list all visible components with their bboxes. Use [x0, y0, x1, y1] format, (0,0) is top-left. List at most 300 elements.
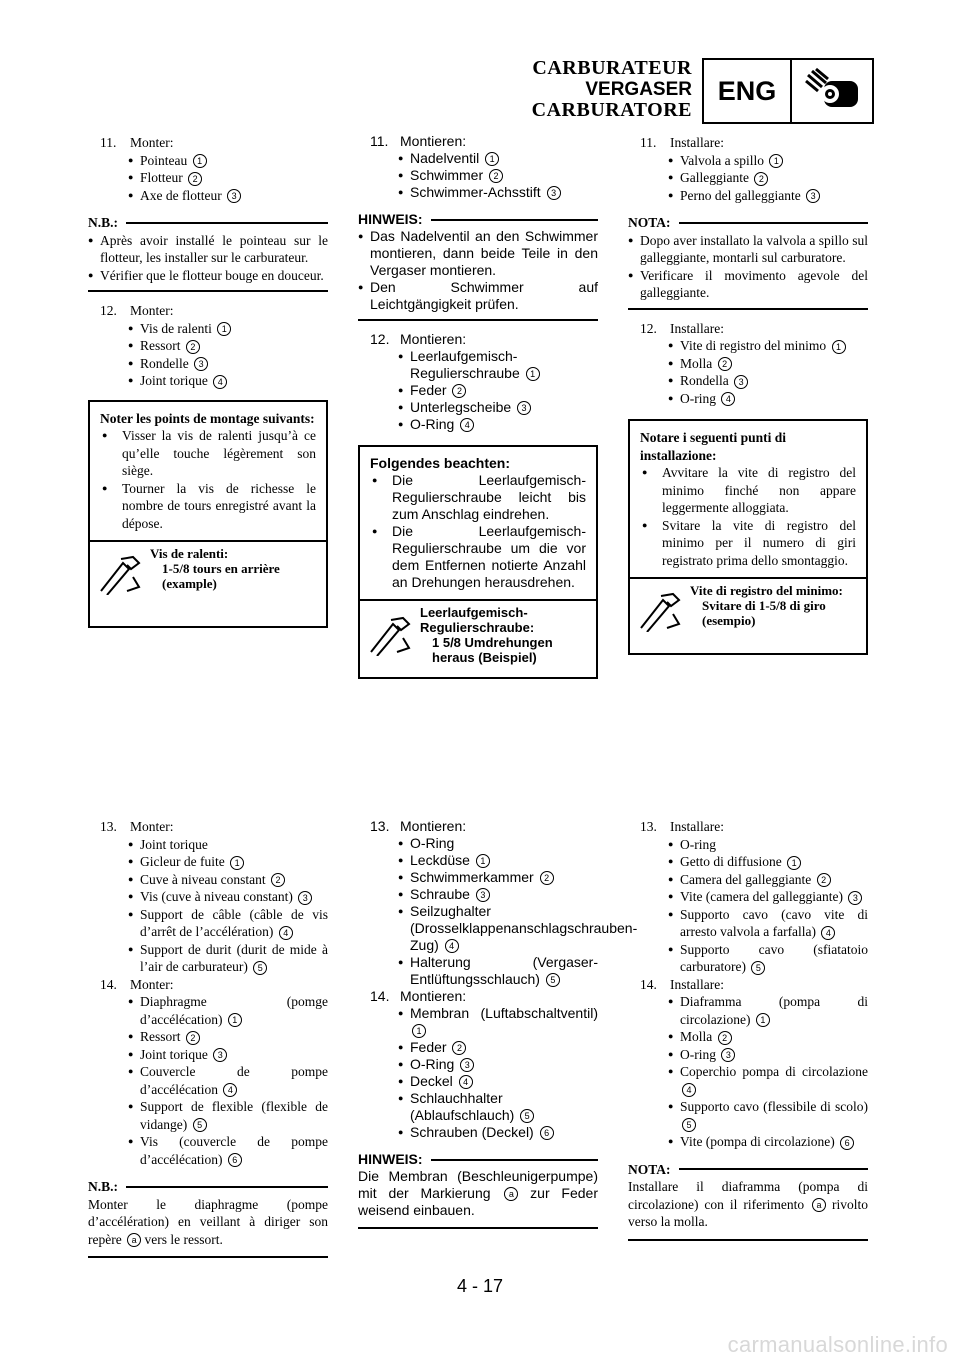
spec-value: 1-5/8 tours en arrière (example) — [162, 561, 280, 591]
part-name: Support de durit (durit de mide à l’air de carburateur) — [140, 941, 328, 974]
part-ref-number: 3 — [227, 189, 241, 203]
part-name: Seilzughalter (Drosselklappenanschlagschrauben-Zug) — [410, 903, 638, 953]
wrench-spec-icon — [360, 601, 420, 671]
part-name: Joint torique — [140, 836, 208, 852]
part-item — [668, 993, 868, 1028]
part-name: Galleggiante — [680, 170, 749, 185]
part-name: Molla — [680, 355, 713, 371]
assembly-notes-box — [358, 445, 598, 679]
part-ref-number: 2 — [754, 172, 768, 186]
spec-value: 1 5/8 Umdrehungen heraus (Beispiel) — [432, 635, 553, 665]
parts-list — [88, 836, 328, 976]
part-name: Nadelventil — [410, 150, 480, 166]
part-item — [128, 169, 328, 187]
step-11 — [640, 134, 868, 152]
step-label: Monter: — [130, 819, 174, 834]
part-ref-number: 2 — [718, 357, 732, 371]
badge-label: ENG — [704, 60, 792, 122]
part-name: Leerlaufgemisch-Regulierschraube — [410, 348, 520, 381]
step-11 — [370, 133, 598, 150]
part-ref-number: 4 — [213, 375, 227, 389]
part-item — [128, 836, 328, 854]
part-name: Rondelle — [140, 355, 189, 371]
part-name: Schrauben (Deckel) — [410, 1124, 534, 1140]
parts-list — [88, 152, 328, 205]
spec-row — [90, 540, 326, 608]
part-item — [128, 1046, 328, 1064]
part-item — [398, 1090, 598, 1124]
part-item — [128, 993, 328, 1028]
part-ref-number: 3 — [806, 189, 820, 203]
note-header — [358, 1151, 598, 1168]
bullet-item: ● Svitare la vite di registro del minimo per il numero di giri registrato prima dello smontaggio. — [640, 517, 856, 570]
part-name: Joint torique — [140, 373, 208, 388]
part-item — [668, 152, 868, 170]
part-ref-number: 4 — [682, 1083, 696, 1097]
part-item — [398, 167, 598, 184]
assembly-notes-box — [628, 419, 868, 655]
part-item — [128, 906, 328, 941]
step-number: 11. — [100, 135, 117, 150]
part-ref-number: 1 — [526, 367, 540, 381]
step-label: Monter: — [130, 135, 174, 150]
part-ref-number: 1 — [485, 152, 499, 166]
mark-a-symbol: a — [127, 1233, 141, 1247]
bullet-item: ● Das Nadelventil an den Schwimmer montieren, dann beide Teile in den Vergaser montieren. — [358, 228, 598, 279]
part-ref-number: 3 — [547, 186, 561, 200]
part-ref-number: 1 — [832, 340, 846, 354]
part-ref-number: 1 — [228, 1013, 242, 1027]
step-12 — [640, 320, 868, 338]
part-item — [398, 1124, 598, 1141]
part-ref-number: 2 — [718, 1031, 732, 1045]
part-name: Supporto cavo (flessibile di scolo) — [680, 1099, 868, 1114]
spec-label: Leerlaufgemisch-Regulierschraube: — [420, 605, 535, 635]
spec-text — [150, 542, 326, 608]
part-ref-number: 2 — [186, 1031, 200, 1045]
parts-list — [628, 337, 868, 407]
title-de: VERGASER — [585, 79, 692, 100]
part-name: Schraube — [410, 886, 470, 902]
part-ref-number: 2 — [489, 169, 503, 183]
box-heading: Folgendes beachten: — [370, 455, 511, 471]
part-item — [128, 152, 328, 170]
part-item — [128, 320, 328, 338]
engine-tool-icon — [792, 60, 872, 122]
parts-list — [358, 835, 638, 988]
part-ref-number: 6 — [228, 1153, 242, 1167]
part-item — [128, 1133, 328, 1168]
note-text-end: zur Feder weisend einbauen. — [358, 1185, 599, 1218]
step-14 — [100, 976, 328, 994]
part-item — [128, 888, 328, 906]
note-text-end: vers le ressort. — [144, 1231, 223, 1247]
part-name: Halterung (Vergaser-Entlüftungsschlauch) — [410, 954, 598, 987]
part-ref-number: 2 — [540, 871, 554, 885]
part-name: Cuve à niveau constant — [140, 871, 266, 887]
part-ref-number: 4 — [459, 1075, 473, 1089]
part-name: Couvercle de pompe d’accélécation — [140, 1064, 328, 1097]
part-item — [128, 1098, 328, 1133]
part-item — [398, 348, 598, 382]
part-ref-number: 2 — [452, 384, 466, 398]
part-name: Supporto cavo (cavo vite di arresto valvola a farfalla) — [680, 906, 868, 939]
note-header — [628, 1161, 868, 1179]
part-item — [398, 886, 598, 903]
note-label: N.B.: — [88, 1179, 118, 1194]
part-item — [398, 835, 598, 852]
step-11 — [100, 134, 328, 152]
part-item — [398, 150, 598, 167]
box-body — [360, 447, 596, 599]
part-ref-number: 3 — [517, 401, 531, 415]
part-item — [128, 871, 328, 889]
part-item — [128, 853, 328, 871]
part-ref-number: 3 — [213, 1048, 227, 1062]
part-name: Feder — [410, 1039, 447, 1055]
part-item — [398, 1005, 598, 1039]
column-german — [358, 133, 598, 679]
part-name: Valvola a spillo — [680, 152, 764, 168]
step-number: 14. — [640, 976, 657, 992]
step-label: Monter: — [130, 303, 174, 318]
wrench-spec-icon — [90, 542, 150, 608]
part-item — [668, 853, 868, 871]
step-14 — [370, 988, 598, 1005]
note-text: Installare il diaframma (pompa di circolazione) con il riferimento — [628, 1179, 868, 1212]
part-ref-number: 2 — [817, 873, 831, 887]
bullet-item: ● Vérifier que le flotteur bouge en douceur. — [88, 267, 328, 285]
part-name: O-Ring — [410, 835, 455, 851]
part-name: Support de câble (câble de vis d’arrêt de l’accélération) — [140, 906, 328, 939]
column-french — [88, 134, 328, 628]
part-item — [668, 372, 868, 390]
chapter-title — [532, 58, 692, 121]
assembly-notes-box — [88, 400, 328, 628]
column-german-lower — [358, 818, 638, 1229]
box-body — [630, 421, 866, 577]
step-number: 14. — [100, 976, 117, 992]
note-list — [358, 228, 598, 313]
part-name: Supporto cavo (sfiatatoio carburatore) — [680, 941, 868, 974]
title-it: CARBURATORE — [531, 99, 692, 121]
watermark-url: carmanualsonline.info — [727, 1332, 948, 1357]
step-number: 11. — [640, 135, 657, 150]
step-number: 13. — [640, 819, 657, 834]
part-name: Feder — [410, 382, 447, 398]
part-name: Vis (cuve à niveau constant) — [140, 889, 293, 904]
part-name: Pointeau — [140, 152, 188, 168]
note-text: Die Membran (Beschleunigerpumpe) mit der Markierung — [358, 1168, 598, 1201]
note-header — [628, 214, 868, 232]
step-number: 11. — [370, 133, 389, 149]
part-ref-number: 5 — [253, 961, 267, 975]
part-item — [398, 903, 638, 954]
part-ref-number: 4 — [223, 1083, 237, 1097]
part-ref-number: 1 — [769, 154, 783, 168]
part-ref-number: 1 — [756, 1013, 770, 1027]
part-name: Getto di diffusione — [680, 854, 782, 869]
step-label: Montieren: — [400, 133, 467, 149]
part-ref-number: 1 — [476, 854, 490, 868]
part-ref-number: 4 — [445, 939, 459, 953]
part-item — [668, 355, 868, 373]
part-name: Perno del galleggiante — [680, 187, 801, 203]
part-name: Vis (couvercle de pompe d’accélécation) — [140, 1134, 328, 1167]
bullet-item: ● Dopo aver installato la valvola a spillo sul galleggiante, montarli sul carburatore. — [628, 232, 868, 267]
note-header — [88, 1178, 328, 1196]
step-13 — [100, 818, 328, 836]
part-item — [668, 941, 868, 976]
part-ref-number: 6 — [540, 1126, 554, 1140]
chapter-badge — [702, 58, 874, 124]
part-name: Diaphragme (pomge d’accélécation) — [140, 994, 328, 1027]
part-name: Membran (Luftabschaltventil) — [410, 1005, 598, 1021]
bullet-item: ● Den Schwimmer auf Leichtgängigkeit prüfen. — [358, 279, 598, 313]
part-name: Vis de ralenti — [140, 320, 212, 336]
bullet-item: ● Verificare il movimento agevole del galleggiante. — [628, 267, 868, 302]
mark-a-symbol: a — [504, 1187, 518, 1201]
bullet-item: ● Die Leerlaufgemisch-Regulierschraube um die vor dem Entfernen notierte Anzahl an Drehungen herausdrehen. — [370, 523, 586, 591]
part-ref-number: 3 — [460, 1058, 474, 1072]
step-13 — [640, 818, 868, 836]
spec-text — [690, 579, 866, 645]
part-ref-number: 3 — [476, 888, 490, 902]
spec-text — [420, 601, 596, 671]
part-ref-number: 5 — [520, 1109, 534, 1123]
part-ref-number: 4 — [460, 418, 474, 432]
page-number: 4 - 17 — [456, 1276, 504, 1296]
part-ref-number: 1 — [230, 856, 244, 870]
part-item — [398, 1073, 598, 1090]
note-paragraph — [358, 1168, 598, 1219]
step-number: 12. — [370, 331, 390, 347]
part-item — [128, 941, 328, 976]
part-item — [398, 1039, 598, 1056]
part-name: Schlauchhalter (Ablaufschlauch) — [410, 1090, 515, 1123]
part-name: Leckdüse — [410, 852, 470, 868]
part-item — [398, 399, 598, 416]
bullet-item: ● Tourner la vis de richesse le nombre de tours enregistré avant la dépose. — [100, 480, 316, 533]
part-name: Coperchio pompa di circolazione — [680, 1064, 868, 1079]
note-list — [628, 232, 868, 302]
note-label: HINWEIS: — [358, 211, 423, 227]
wrench-spec-icon — [630, 579, 690, 645]
part-item — [128, 337, 328, 355]
part-ref-number: 1 — [193, 154, 207, 168]
spec-label: Vite di registro del minimo: — [690, 583, 843, 598]
part-ref-number: 1 — [787, 856, 801, 870]
step-label: Montieren: — [400, 331, 467, 347]
spec-row — [630, 577, 866, 645]
part-name: Camera del galleggiante — [680, 871, 812, 887]
parts-list — [358, 150, 598, 201]
parts-list — [358, 348, 598, 433]
step-number: 12. — [100, 303, 117, 318]
note-text-end: rivolto verso la molla. — [628, 1196, 869, 1229]
box-list — [640, 464, 856, 569]
part-ref-number: 3 — [721, 1048, 735, 1062]
part-ref-number: 1 — [217, 322, 231, 336]
part-item — [128, 355, 328, 373]
part-item — [668, 187, 868, 205]
step-12 — [100, 302, 328, 320]
note-label: NOTA: — [628, 1161, 671, 1177]
part-ref-number: 2 — [186, 340, 200, 354]
part-name: Deckel — [410, 1073, 453, 1089]
note-header — [88, 214, 328, 232]
part-name: O-ring — [680, 390, 716, 406]
note-paragraph — [88, 1196, 328, 1249]
part-name: Flotteur — [140, 170, 183, 185]
part-item — [128, 1028, 328, 1046]
part-ref-number: 2 — [271, 873, 285, 887]
step-number: 13. — [100, 819, 117, 834]
part-item — [668, 1063, 868, 1098]
part-item — [668, 337, 868, 355]
part-name: Rondella — [680, 373, 729, 388]
box-body — [90, 402, 326, 541]
spec-label: Vis de ralenti: — [150, 546, 229, 561]
note-paragraph — [628, 1178, 868, 1231]
part-item — [668, 390, 868, 408]
mark-a-symbol: a — [812, 1198, 826, 1212]
part-item — [398, 954, 598, 988]
part-item — [668, 1028, 868, 1046]
note-list — [88, 232, 328, 285]
part-item — [668, 836, 868, 854]
note-label: NOTA: — [628, 215, 671, 230]
part-ref-number: 4 — [821, 926, 835, 940]
note-label: N.B.: — [88, 215, 118, 230]
box-list — [370, 472, 586, 591]
part-name: Support de flexible (flexible de vidange) — [140, 1099, 328, 1132]
note-end-rule — [358, 1227, 598, 1229]
part-name: O-ring — [680, 836, 716, 852]
step-label: Montieren: — [400, 818, 467, 834]
part-ref-number: 6 — [840, 1136, 854, 1150]
part-ref-number: 5 — [751, 961, 765, 975]
column-french-lower — [88, 818, 328, 1258]
part-ref-number: 3 — [298, 891, 312, 905]
part-ref-number: 5 — [193, 1118, 207, 1132]
part-ref-number: 4 — [279, 926, 293, 940]
part-name: O-ring — [680, 1046, 716, 1062]
part-name: Schwimmer-Achsstift — [410, 184, 541, 200]
step-14 — [640, 976, 868, 994]
column-italian-lower — [628, 818, 868, 1241]
part-item — [128, 372, 328, 390]
part-ref-number: 3 — [734, 375, 748, 389]
part-name: Ressort — [140, 1029, 181, 1044]
bullet-item: ● Visser la vis de ralenti jusqu’à ce qu’elle touche légèrement son siège. — [100, 427, 316, 480]
part-name: Diaframma (pompa di circolazione) — [680, 994, 868, 1027]
part-item — [668, 1133, 868, 1151]
column-italian — [628, 134, 868, 655]
part-item — [668, 906, 868, 941]
part-name: Joint torique — [140, 1046, 208, 1062]
note-header — [358, 211, 598, 228]
note-end-rule — [88, 1256, 328, 1258]
spec-row — [360, 599, 596, 671]
step-label: Installare: — [670, 819, 724, 834]
part-name: Schwimmer — [410, 167, 484, 183]
part-ref-number: 1 — [412, 1024, 426, 1038]
note-end-rule — [628, 308, 868, 310]
box-list — [100, 427, 316, 532]
parts-list — [88, 993, 328, 1168]
part-item — [668, 1098, 868, 1133]
part-item — [398, 184, 598, 201]
note-text: Monter le diaphragme (pompe d’accélération) en veillant à diriger son repère — [88, 1196, 328, 1247]
part-name: Vite (pompa di circolazione) — [680, 1134, 835, 1149]
step-number: 13. — [370, 818, 390, 834]
step-13 — [370, 818, 598, 835]
part-ref-number: 3 — [194, 357, 208, 371]
step-12 — [370, 331, 598, 348]
part-ref-number: 3 — [848, 891, 862, 905]
part-item — [398, 416, 598, 433]
part-name: Gicleur de fuite — [140, 854, 225, 869]
part-ref-number: 2 — [188, 172, 202, 186]
parts-list — [88, 320, 328, 390]
step-label: Installare: — [670, 320, 724, 336]
parts-list — [628, 152, 868, 205]
step-label: Montieren: — [400, 988, 467, 1004]
note-end-rule — [88, 290, 328, 292]
part-name: O-Ring — [410, 416, 455, 432]
bullet-item: ● Avvitare la vite di registro del minimo finché non appare leggermente alloggiata. — [640, 464, 856, 517]
part-item — [668, 871, 868, 889]
part-name: Molla — [680, 1029, 713, 1044]
part-item — [398, 382, 598, 399]
note-end-rule — [358, 319, 598, 321]
part-item — [668, 888, 868, 906]
part-item — [398, 852, 598, 869]
part-item — [668, 1046, 868, 1064]
bullet-item: ● Après avoir installé le pointeau sur le flotteur, les installer sur le carburateur. — [88, 232, 328, 267]
part-ref-number: 4 — [721, 392, 735, 406]
part-ref-number: 5 — [682, 1118, 696, 1132]
note-label: HINWEIS: — [358, 1151, 423, 1167]
part-item — [128, 187, 328, 205]
part-name: O-Ring — [410, 1056, 455, 1072]
step-label: Installare: — [670, 976, 724, 992]
part-name: Axe de flotteur — [140, 187, 222, 203]
note-end-rule — [628, 1239, 868, 1241]
part-name: Vite (camera del galleggiante) — [680, 889, 843, 904]
box-heading: Notare i seguenti punti di installazione: — [640, 430, 787, 463]
bullet-item: ● Die Leerlaufgemisch-Regulierschraube leicht bis zum Anschlag eindrehen. — [370, 472, 586, 523]
part-ref-number: 2 — [452, 1041, 466, 1055]
parts-list — [628, 993, 868, 1151]
part-item — [668, 169, 868, 187]
parts-list — [628, 836, 868, 976]
box-heading: Noter les points de montage suivants: — [100, 410, 315, 426]
part-name: Vite di registro del minimo — [680, 338, 827, 353]
step-number: 12. — [640, 320, 657, 336]
step-number: 14. — [370, 988, 390, 1004]
part-name: Schwimmerkammer — [410, 869, 534, 885]
part-ref-number: 5 — [546, 973, 560, 987]
step-label: Installare: — [670, 135, 724, 150]
part-item — [398, 1056, 598, 1073]
part-item — [128, 1063, 328, 1098]
part-item — [398, 869, 598, 886]
parts-list — [358, 1005, 598, 1141]
spec-value: Svitare di 1-5/8 di giro (esempio) — [702, 598, 826, 628]
part-name: Ressort — [140, 338, 181, 353]
